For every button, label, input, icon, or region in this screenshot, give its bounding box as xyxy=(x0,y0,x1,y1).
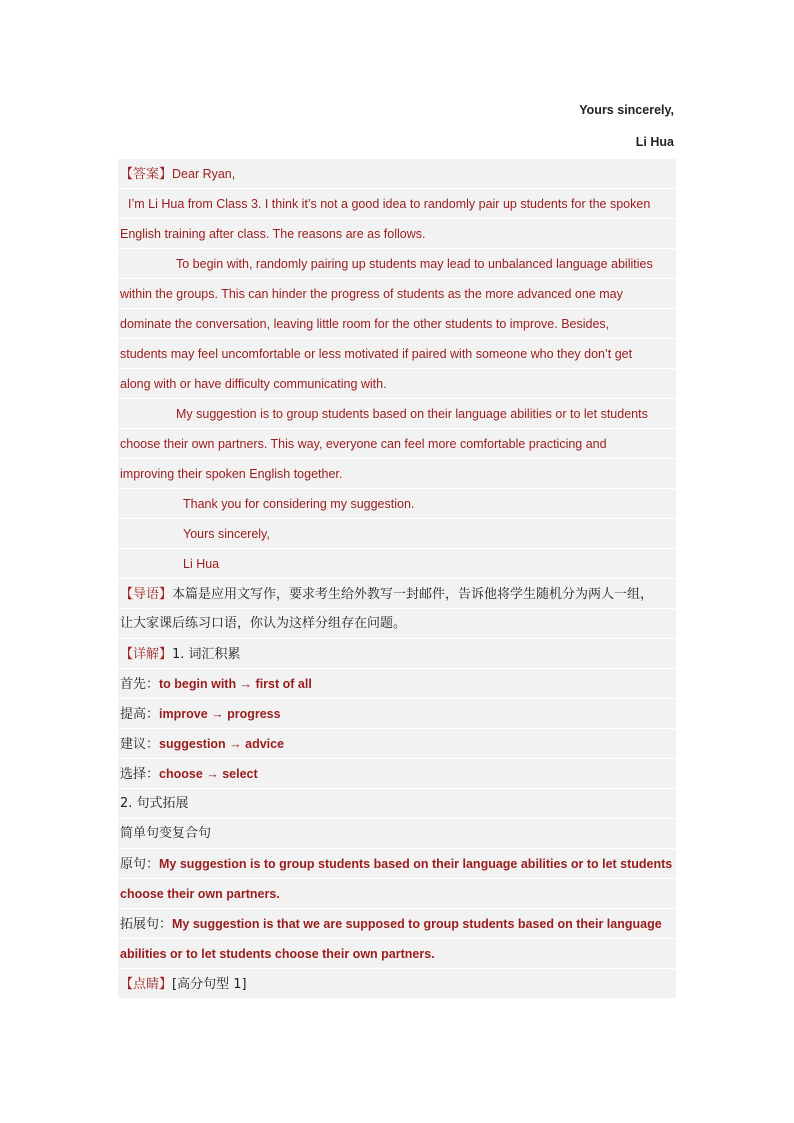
answer-tag: 【答案】 xyxy=(120,167,173,182)
vocab-item: 提高：improve → progress xyxy=(118,699,676,729)
answer-line: improving their spoken English together. xyxy=(118,459,676,489)
sentence-heading: 2. 句式拓展 xyxy=(118,789,676,819)
answer-section xyxy=(118,159,676,999)
answer-line: within the groups. This can hinder the progress of students as the more advanced one may xyxy=(118,279,676,309)
vocab-item: 建议：suggestion → advice xyxy=(118,729,676,759)
answer-line: Li Hua xyxy=(118,549,676,579)
vocab-item: 选择：choose → select xyxy=(118,759,676,789)
answer-line: To begin with, randomly pairing up students may lead to unbalanced language abilities xyxy=(118,249,676,279)
extended-sentence: 拓展句：My suggestion is that we are supposed to group students based on their language xyxy=(118,909,676,939)
answer-line: Yours sincerely, xyxy=(118,519,676,549)
answer-line: English training after class. The reasons are as follows. xyxy=(118,219,676,249)
answer-line: I’m Li Hua from Class 3. I think it’s not a good idea to randomly pair up students for the spoken xyxy=(118,189,676,219)
vocab-item: 首先：to begin with → first of all xyxy=(118,669,676,699)
detail-heading: 【详解】1. 词汇积累 xyxy=(118,639,676,669)
detail-tag: 【详解】 xyxy=(120,647,173,662)
extended-sentence-cont: abilities or to let students choose their own partners. xyxy=(118,939,676,969)
answer-line: Thank you for considering my suggestion. xyxy=(118,489,676,519)
top-closing: Yours sincerely, xyxy=(579,103,674,117)
points-tag: 【点睛】 xyxy=(120,977,173,992)
answer-line: choose their own partners. This way, everyone can feel more comfortable practicing and xyxy=(118,429,676,459)
sentence-subheading: 简单句变复合句 xyxy=(118,819,676,849)
guide-line: 【导语】本篇是应用文写作，要求考生给外教写一封邮件，告诉他将学生随机分为两人一组， xyxy=(118,579,676,609)
points-line: 【点睛】[高分句型 1] xyxy=(118,969,676,999)
original-sentence-cont: choose their own partners. xyxy=(118,879,676,909)
top-signature-name: Li Hua xyxy=(635,135,674,149)
answer-line: students may feel uncomfortable or less motivated if paired with someone who they don’t get xyxy=(118,339,676,369)
guide-line: 让大家课后练习口语，你认为这样分组存在问题。 xyxy=(118,609,676,639)
answer-line: dominate the conversation, leaving little room for the other students to improve. Besides, xyxy=(118,309,676,339)
original-sentence: 原句：My suggestion is to group students based on their language abilities or to let students xyxy=(118,849,676,879)
answer-line: along with or have difficulty communicating with. xyxy=(118,369,676,399)
answer-line: My suggestion is to group students based on their language abilities or to let students xyxy=(118,399,676,429)
guide-tag: 【导语】 xyxy=(120,587,173,602)
answer-line-salutation: 【答案】Dear Ryan, xyxy=(118,159,676,189)
